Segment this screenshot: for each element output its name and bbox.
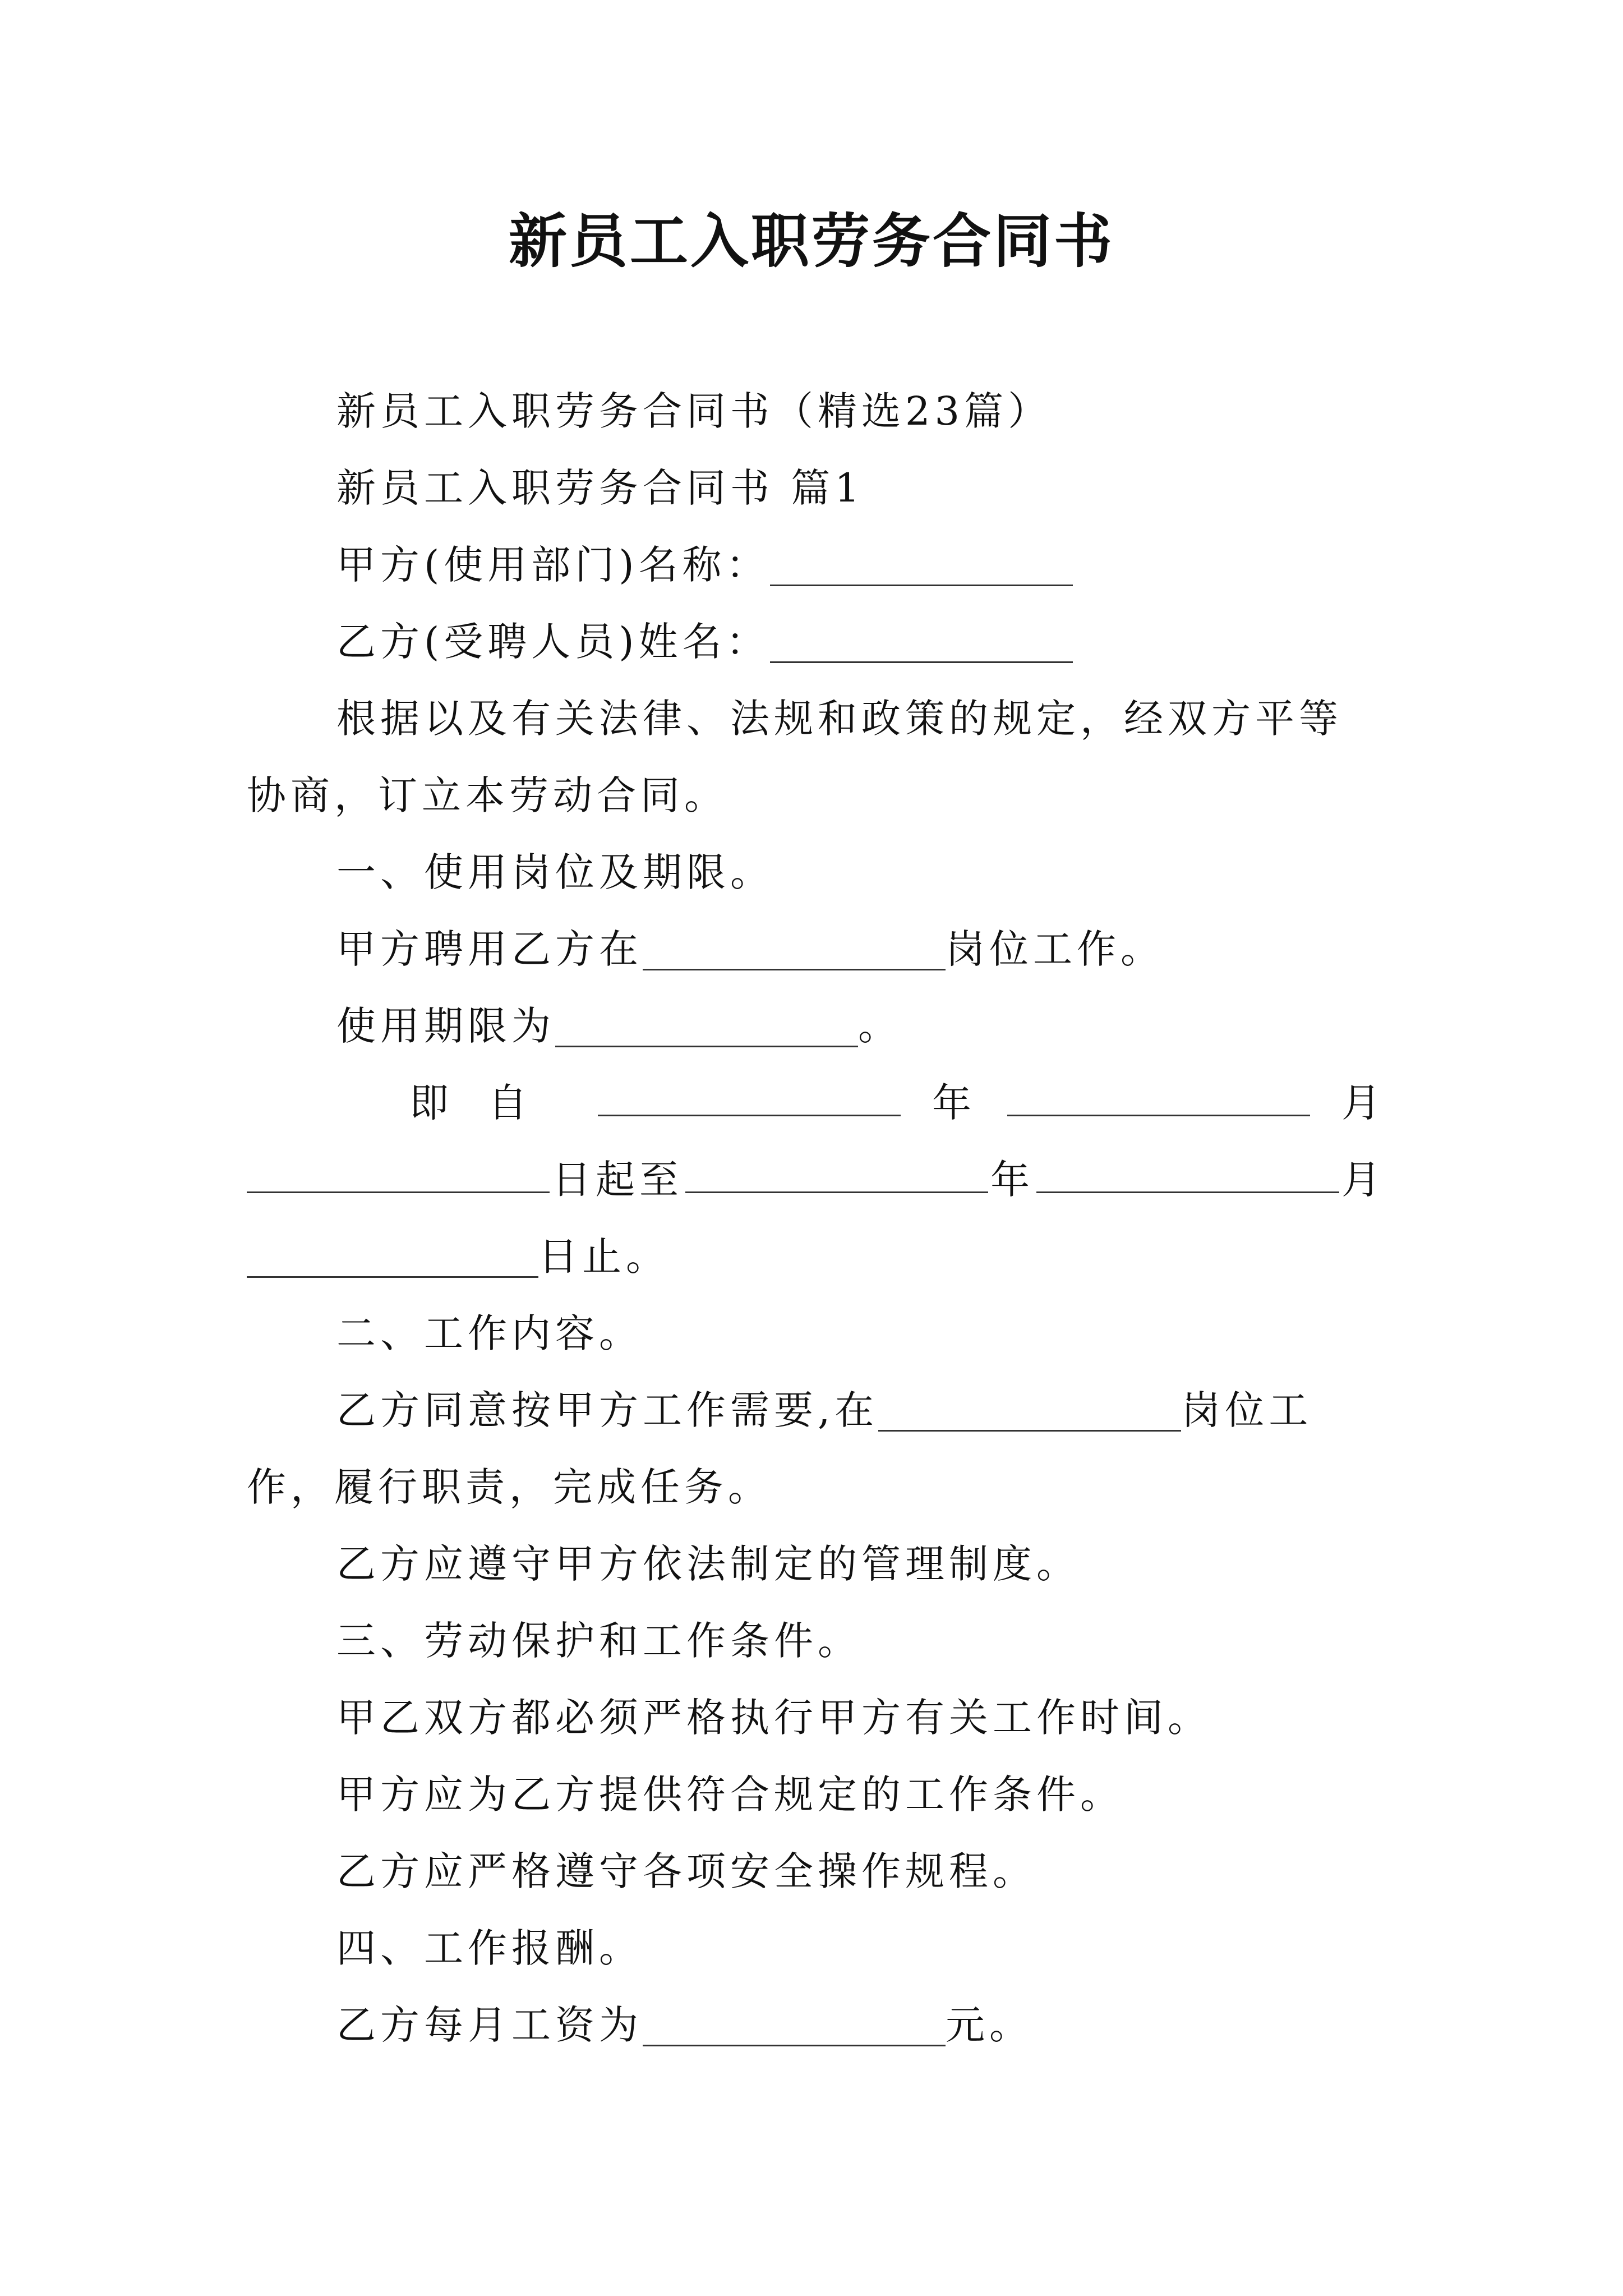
subtitle-paragraph: 新员工入职劳务合同书（精选23篇） <box>336 388 1052 434</box>
wage-line <box>247 1987 1385 2064</box>
working-hours-paragraph: 甲乙双方都必须严格执行甲方有关工作时间。 <box>336 1695 1211 1741</box>
party-b-line <box>247 604 1385 680</box>
hire-prefix: 甲方聘用乙方在 <box>336 926 643 972</box>
hire-position-line <box>247 911 1385 988</box>
party-b-label: 乙方(受聘人员)姓名： <box>336 619 770 665</box>
day-end-label: 日止。 <box>538 1234 670 1280</box>
hire-position-blank <box>643 930 946 970</box>
rules-paragraph: 乙方应遵守甲方依法制定的管理制度。 <box>336 1541 1080 1587</box>
chapter-heading: 新员工入职劳务合同书 篇1 <box>336 465 864 511</box>
party-a-name-blank <box>770 545 1073 586</box>
duty-position-blank <box>878 1391 1181 1432</box>
date-range-line-2 <box>247 1142 1385 1218</box>
section-3-heading: 三、劳动保护和工作条件。 <box>336 1618 861 1664</box>
party-a-label: 甲方(使用部门)名称： <box>336 542 770 588</box>
party-a-line <box>247 527 1385 604</box>
hire-suffix: 岗位工作。 <box>946 926 1164 972</box>
day-to-label: 日起至 <box>552 1157 683 1203</box>
safety-paragraph: 乙方应严格遵守各项安全操作规程。 <box>336 1848 1036 1894</box>
start-day-blank <box>247 1152 550 1193</box>
duty-prefix: 乙方同意按甲方工作需要,在 <box>336 1387 879 1433</box>
end-month-label: 月 <box>1341 1157 1385 1203</box>
section-4-heading: 四、工作报酬。 <box>336 1925 643 1971</box>
term-prefix: 使用期限为 <box>336 1003 555 1049</box>
term-suffix: 。 <box>858 1003 902 1049</box>
from-label: 即自 <box>409 1080 566 1126</box>
document-body <box>247 373 1385 2064</box>
duty-suffix: 岗位工作，履行职责，完成任务。 <box>247 1387 1313 1510</box>
end-year-label: 年 <box>990 1157 1034 1203</box>
start-month-label: 月 <box>1341 1080 1385 1126</box>
document-title: 新员工入职劳务合同书 <box>508 206 1114 275</box>
party-b-name-blank <box>770 622 1073 663</box>
date-range-line-1 <box>247 1065 1385 1142</box>
section-1-heading: 一、使用岗位及期限。 <box>336 849 774 895</box>
date-range-line-3 <box>247 1218 1385 1295</box>
term-blank <box>555 1006 858 1047</box>
intro-paragraph: 根据以及有关法律、法规和政策的规定，经双方平等协商，订立本劳动合同。 <box>247 696 1343 818</box>
work-conditions-paragraph: 甲方应为乙方提供符合规定的工作条件。 <box>336 1772 1124 1818</box>
wage-blank <box>643 2005 946 2046</box>
term-line <box>247 988 1385 1065</box>
wage-prefix: 乙方每月工资为 <box>336 2002 643 2048</box>
start-year-blank <box>598 1075 901 1116</box>
end-day-blank <box>247 1237 538 1278</box>
section-2-heading: 二、工作内容。 <box>336 1310 643 1356</box>
wage-suffix: 元。 <box>946 2002 1033 2048</box>
start-month-blank <box>1007 1075 1310 1116</box>
start-year-label: 年 <box>932 1080 976 1126</box>
duty-paragraph <box>247 1372 1385 1526</box>
end-year-blank <box>685 1152 988 1193</box>
end-month-blank <box>1036 1152 1339 1193</box>
